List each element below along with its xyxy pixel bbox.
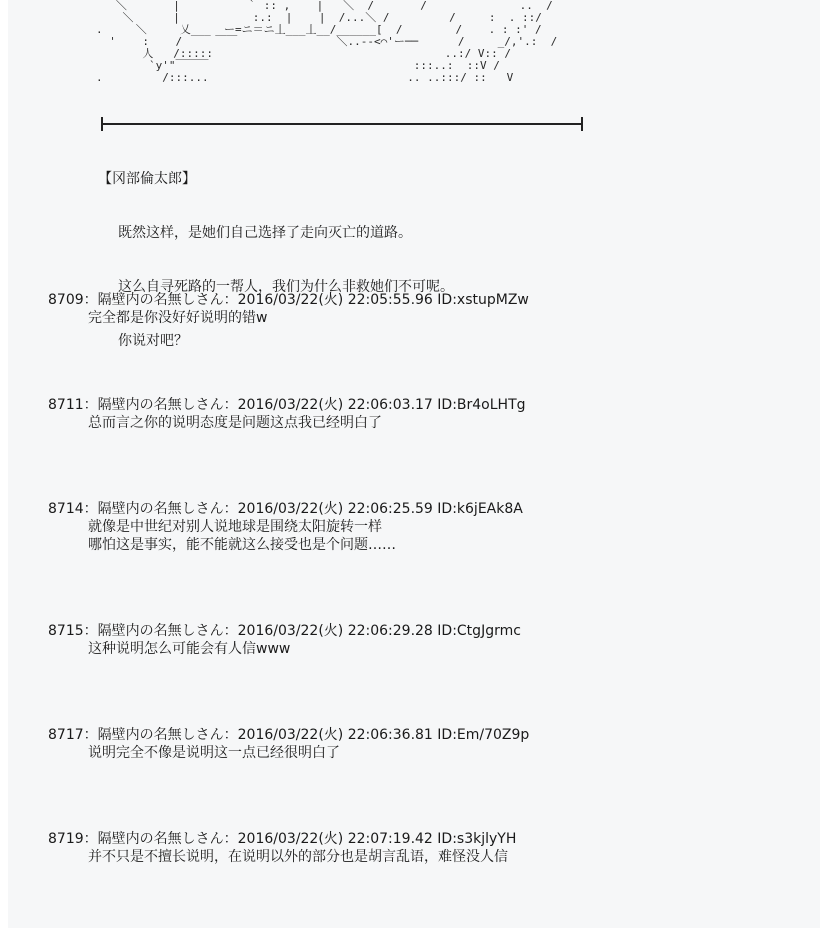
- post-header: 8714：隔壁内の名無しさん：2016/03/22(火) 22:06:25.59 ID:k6jEAk8A: [48, 501, 523, 517]
- post-header: 8719：隔壁内の名無しさん：2016/03/22(火) 22:07:19.42 ID:s3kjlyYH: [48, 831, 517, 847]
- post-body-line: 总而言之你的说明态度是问题这点我已经明白了: [88, 415, 382, 431]
- ruler-left-tick: [101, 117, 103, 131]
- post-8709: [48, 291, 529, 327]
- post-8714: [48, 500, 523, 554]
- dialogue-line: 既然这样，是她们自己选择了走向灭亡的道路。: [118, 225, 412, 241]
- speaker-name: 【冈部倫太郎】: [98, 171, 196, 187]
- post-8711: [48, 396, 526, 432]
- dialogue-line: 你说对吧？: [118, 333, 188, 349]
- ruler-right-tick: [581, 117, 583, 131]
- character-dialogue: [98, 134, 454, 386]
- post-body-line: 哪怕这是事实，能不能就这么接受也是个问题……: [88, 537, 396, 553]
- ascii-art: ＼ | ｀ :: , | ＼ /￣￣￣ / .. / ＼ | :.: | | /...＼ / / : . ::/ . ＼ 乂___ ー=ニ＝ニ丄___丄__/______[ / / . : :' / ' : / ￣￣ ＼..--<⌒'ー── / _/,'.: / 人 /::::: ..:/ V:: / `y'"￣￣￣ :::..: ::V / . /:::... .. ..:::/ :: V: [96, 0, 558, 84]
- post-header: 8711：隔壁内の名無しさん：2016/03/22(火) 22:06:03.17 ID:Br4oLHTg: [48, 397, 526, 413]
- thread-page: [8, 0, 820, 928]
- post-header: 8715：隔壁内の名無しさん：2016/03/22(火) 22:06:29.28 ID:CtgJgrmc: [48, 623, 521, 639]
- post-body-line: 并不只是不擅长说明，在说明以外的部分也是胡言乱语，难怪没人信: [88, 849, 508, 865]
- post-header: 8717：隔壁内の名無しさん：2016/03/22(火) 22:06:36.81 ID:Em/70Z9p: [48, 727, 530, 743]
- post-body-line: 完全都是你没好好说明的错w: [88, 310, 268, 326]
- post-8719: [48, 830, 516, 866]
- ruler-line: [101, 123, 583, 125]
- ascii-art-baseline: [98, 117, 586, 131]
- post-body-line: 说明完全不像是说明这一点已经很明白了: [88, 745, 340, 761]
- dialogue-line: 这么自寻死路的一帮人，我们为什么非救她们不可呢。: [118, 279, 454, 295]
- post-8717: [48, 726, 529, 762]
- post-body-line: 这种说明怎么可能会有人信www: [88, 641, 291, 657]
- post-header: 8709：隔壁内の名無しさん：2016/03/22(火) 22:05:55.96 ID:xstupMZw: [48, 292, 529, 308]
- post-body-line: 就像是中世纪对别人说地球是围绕太阳旋转一样: [88, 519, 382, 535]
- post-8715: [48, 622, 521, 658]
